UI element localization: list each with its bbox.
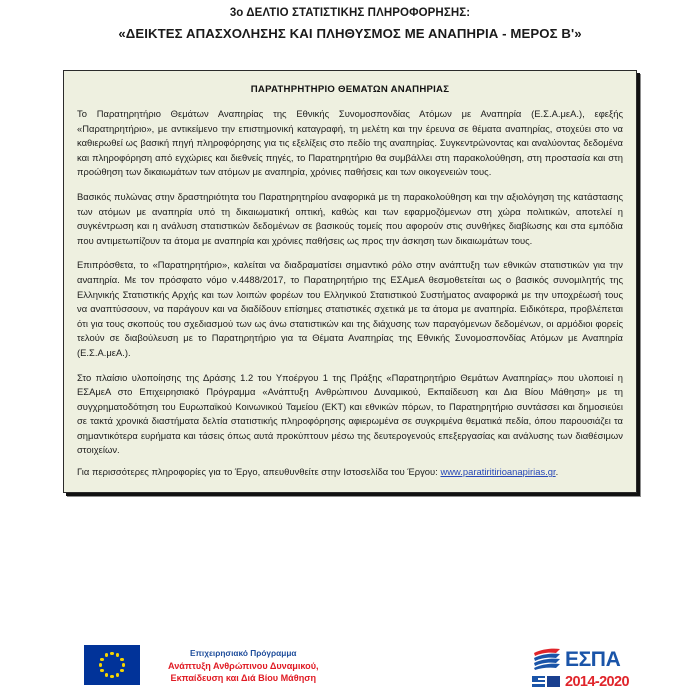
title-line-2: «ΔΕΙΚΤΕΣ ΑΠΑΣΧΟΛΗΣΗΣ ΚΑΙ ΠΛΗΘΥΣΜΟΣ ΜΕ ΑΝΑΠΗΡΙΑ - ΜΕΡΟΣ Β'» [118, 26, 582, 41]
greek-flag-icon [532, 676, 545, 687]
espa-logo [532, 645, 652, 694]
title-line-1: 3ο ΔΕΛΤΙΟ ΣΤΑΤΙΣΤΙΚΗΣ ΠΛΗΡΟΦΟΡΗΣΗΣ: [229, 7, 471, 19]
eu-star-icon [120, 669, 123, 672]
paragraph-3: Επιπρόσθετα, το «Παρατηρητήριο», καλείται να διαδραματίσει σημαντικό ρόλο στην ανάπτυξη των εθνικών στατιστικών για την αναπηρία. Με τον πρόσφατο νόμο ν.4488/2017, το Παρατηρητήριο της ΕΣΑμεΑ θεσμοθετείται ως ο βασικός συνομιλητής της Ελληνικής Στατιστικής Αρχής και των λοιπών φορέων του Ελληνικού Στατιστικού Συστήματος αναφορικά με την υποχρέωσή τους να αναπτύσσουν, να παράγουν και να διαδίδουν επίσημες στατιστικές σχετικά με τα άτομα με αναπηρία. Ειδικότερα, προβλέπεται ότι για τους σκοπούς του σχεδιασμού των ως άνω στατιστικών και της διάχυσης των παραγόμενων δεδομένων, οι αρμόδιοι φορείς τελούν σε διαβούλευση με το Παρατηρητήριο για τα Θέματα Αναπηρίας της Εθνικής Συνομοσπονδίας Ατόμων με Αναπηρία (Ε.Σ.Α.μεΑ.). [77, 259, 623, 358]
eu-star-icon [99, 663, 102, 666]
eu-star-icon [116, 653, 119, 656]
op-line-3: Εκπαίδευση και Διά Βίου Μάθηση [170, 673, 317, 684]
espa-flags-icon [532, 676, 562, 689]
eu-star-icon [100, 658, 103, 661]
espa-years: 2014-2020 [565, 673, 629, 690]
eu-star-icon [105, 673, 108, 676]
espa-swoosh-icon [532, 647, 562, 671]
operational-programme-caption [168, 645, 319, 685]
european-union-flag-icon [84, 645, 140, 685]
eu-star-icon [105, 653, 108, 656]
paragraph-4: Στο πλαίσιο υλοποίησης της Δράσης 1.2 του Υποέργου 1 της Πράξης «Παρατηρητήριο Θεμάτων Αναπηρίας» που υλοποιεί η ΕΣΑμεΑ στο Επιχειρησιακό Πρόγραμμα «Ανάπτυξη Ανθρώπινου Δυναμικού, Εκπαίδευση και Δια Βίου Μάθηση» με τη συγχρηματοδότηση του Ευρωπαϊκού Κοινωνικού Ταμείου (ΕΚΤ) και εθνικών πόρων, το Παρατηρητήριο συντάσσει και δημοσιεύει σε τακτά χρονικά διαστήματα δελτία στατιστικής πληροφόρησης αφιερωμένα σε συγκριμένα θεματικά πεδία, όπου παρουσιάζει τα σημαντικότερα ευρήματα και τάσεις όπως αυτά προκύπτουν μέσω της δευτερογενούς επεξεργασίας και ανάλυσης των διαθέσιμων στοιχείων. [77, 371, 623, 456]
eu-star-icon [110, 675, 113, 678]
eu-star-icon [110, 652, 113, 655]
eu-star-icon [116, 673, 119, 676]
paragraph-2: Βασικός πυλώνας στην δραστηριότητα του Παρατηρητηρίου αναφορικά με τη παρακολούθηση και την αξιολόγηση της κατάστασης των ατόμων με αναπηρία υπό τη δικαιωματική οπτική, καθώς και των εφαρμοζόμενων στη χώρα πολιτικών, αποτελεί η συγκέντρωση και η ανάλυση στατιστικών δεδομένων σε βασικούς τομείς που αφορούν στις συνθήκες διαβίωσης και στα εμπόδια που αντιμετωπίζουν τα άτομα με αναπηρία και χρόνιες παθήσεις ως προς την άσκηση των δικαιωμάτων τους. [77, 190, 623, 246]
contact-prefix: Για περισσότερες πληροφορίες για το Έργο, απευθυνθείτε στην Ιστοσελίδα του Έργου: [77, 466, 441, 478]
observatory-info-box [63, 70, 637, 493]
box-heading: ΠΑΡΑΤΗΡΗΤΗΡΙΟ ΘΕΜΑΤΩΝ ΑΝΑΠΗΡΙΑΣ [250, 84, 450, 95]
eu-star-icon [122, 663, 125, 666]
espa-logo-bottom [532, 673, 652, 691]
espa-logo-top [532, 646, 652, 672]
op-line-1: Επιχειρησιακό Πρόγραμμα [190, 648, 297, 658]
footer-logos [0, 645, 700, 700]
page-title [0, 0, 700, 44]
project-website-link[interactable]: www.paratiritirioanapirias.gr [440, 466, 556, 478]
eu-star-icon [100, 669, 103, 672]
eu-flag-small-icon [547, 676, 560, 687]
contact-suffix: . [555, 466, 559, 478]
op-line-2: Ανάπτυξη Ανθρώπινου Δυναμικού, [168, 660, 319, 671]
paragraph-1: Το Παρατηρητήριο Θεμάτων Αναπηρίας της Εθνικής Συνομοσπονδίας Ατόμων με Αναπηρία (Ε.Σ.Α.μεΑ.), εφεξής «Παρατηρητήριο», με αντικείμενο την επιστημονική καταγραφή, τη μελέτη και την έρευνα σε θέματα αναπηρίας, στοχεύει στο να καθιερωθεί ως βασική πηγή πληροφόρησης για τις εξελίξεις στο πεδίο της αναπηρίας. Συγκεντρώνοντας και αναλύοντας δεδομένα και πληροφόρηση από εγχώριες και διεθνείς πηγές, το Παρατηρητήριο θα συμβάλλει στη παρακολούθηση, στη προστασία και στη προώθηση των δικαιωμάτων των ατόμων με αναπηρία, χρόνιες παθήσεις και των οικογενειών τους. [77, 108, 623, 178]
eu-star-icon [120, 658, 123, 661]
espa-wordmark: ΕΣΠΑ [565, 647, 621, 671]
contact-paragraph [77, 465, 623, 480]
